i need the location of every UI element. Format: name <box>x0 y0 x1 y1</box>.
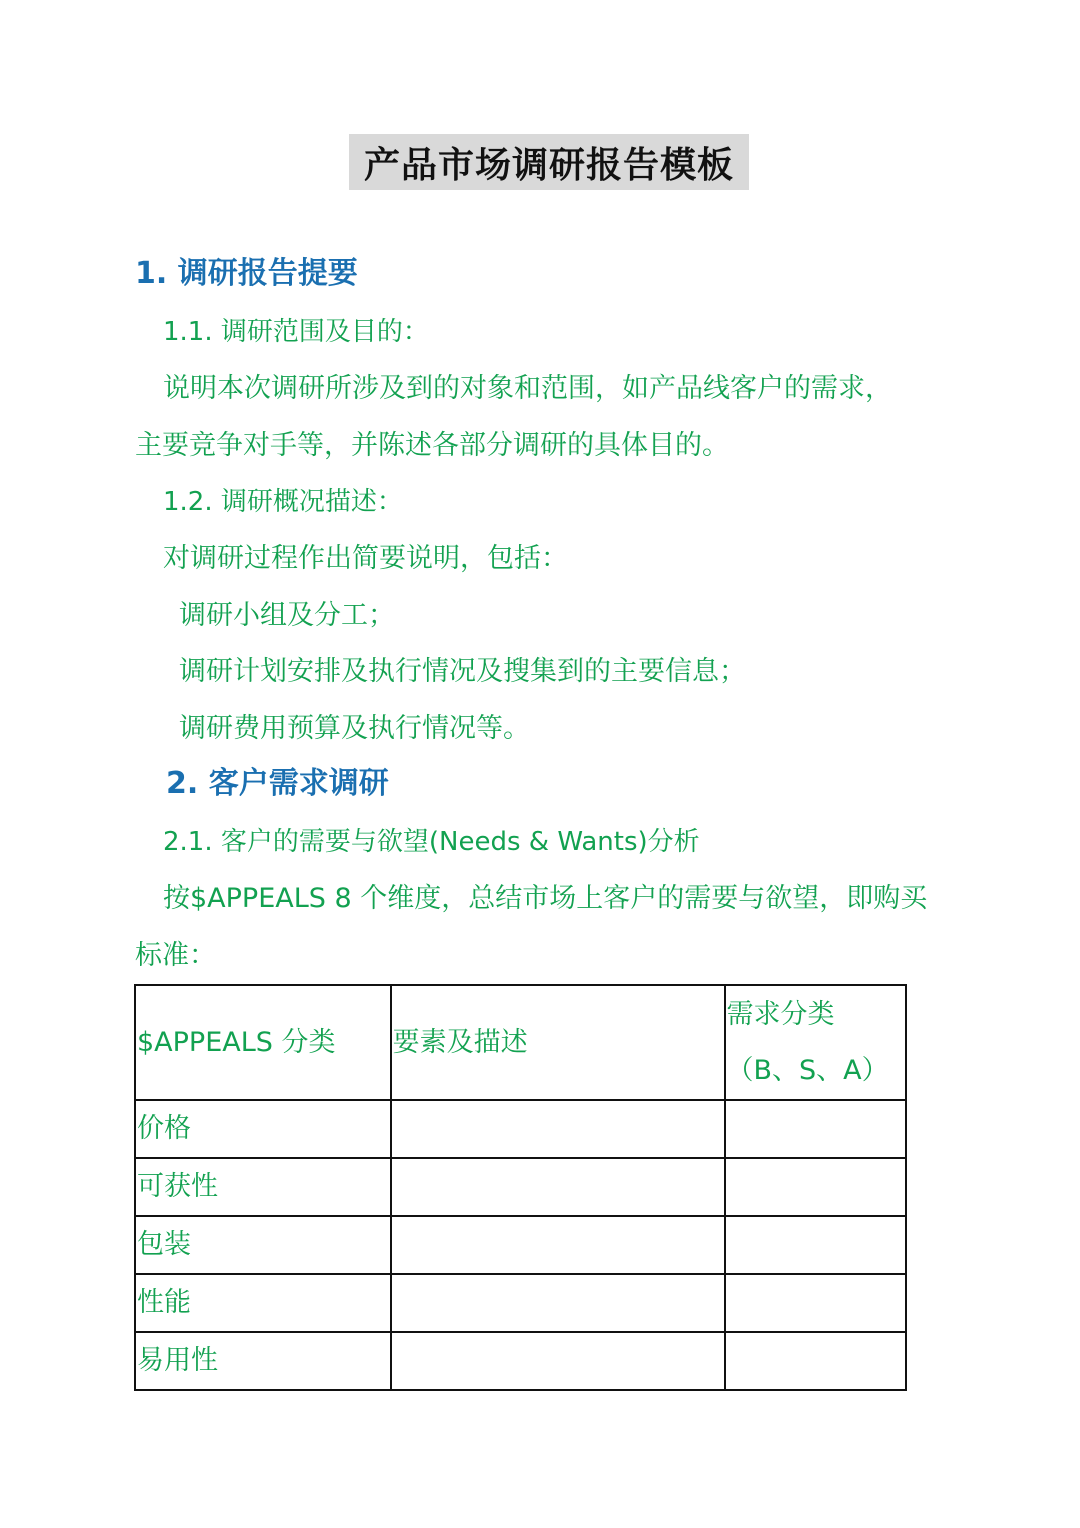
table-row <box>135 1158 906 1216</box>
section-1-1-paragraph-line-2: 主要竞争对手等，并陈述各部分调研的具体目的。 <box>135 430 729 461</box>
section-2-1-paragraph-line-2: 标准： <box>135 940 216 971</box>
section-2-1-paragraph-line-1: 按$APPEALS 8 个维度，总结市场上客户的需要与欲望，即购买 <box>163 883 928 914</box>
row-description <box>391 1100 725 1158</box>
row-description <box>391 1332 725 1390</box>
table-row <box>135 1332 906 1390</box>
title-banner <box>349 134 749 190</box>
appeals-table <box>134 984 907 1391</box>
header-category: $APPEALS 分类 <box>135 985 391 1100</box>
row-description <box>391 1216 725 1274</box>
row-description <box>391 1158 725 1216</box>
row-category: 易用性 <box>135 1332 391 1390</box>
section-2-heading: 2. 客户需求调研 <box>166 766 389 801</box>
row-category: 包装 <box>135 1216 391 1274</box>
row-classification <box>725 1274 906 1332</box>
table-row <box>135 1274 906 1332</box>
row-classification <box>725 1216 906 1274</box>
section-1-1-paragraph-line-1: 说明本次调研所涉及到的对象和范围，如产品线客户的需求， <box>163 373 892 404</box>
header-classification: 需求分类（B、S、A） <box>725 985 906 1100</box>
row-description <box>391 1274 725 1332</box>
table-row <box>135 1100 906 1158</box>
section-1-2-list-item: 调研费用预算及执行情况等。 <box>179 713 530 744</box>
row-classification <box>725 1158 906 1216</box>
table-row <box>135 1216 906 1274</box>
header-description: 要素及描述 <box>391 985 725 1100</box>
section-2-1-heading: 2.1. 客户的需要与欲望(Needs & Wants)分析 <box>163 827 700 857</box>
row-category: 性能 <box>135 1274 391 1332</box>
section-1-2-list-item: 调研小组及分工； <box>179 600 395 631</box>
document-title: 产品市场调研报告模板 <box>363 143 734 186</box>
table-header-row <box>135 985 906 1100</box>
row-category: 价格 <box>135 1100 391 1158</box>
row-classification <box>725 1100 906 1158</box>
section-1-2-paragraph: 对调研过程作出简要说明，包括： <box>163 543 568 574</box>
section-1-2-heading: 1.2. 调研概况描述： <box>163 487 403 517</box>
section-1-2-list-item: 调研计划安排及执行情况及搜集到的主要信息； <box>179 656 746 687</box>
section-1-1-heading: 1.1. 调研范围及目的： <box>163 317 429 347</box>
row-classification <box>725 1332 906 1390</box>
row-category: 可获性 <box>135 1158 391 1216</box>
section-1-heading: 1. 调研报告提要 <box>135 256 358 291</box>
